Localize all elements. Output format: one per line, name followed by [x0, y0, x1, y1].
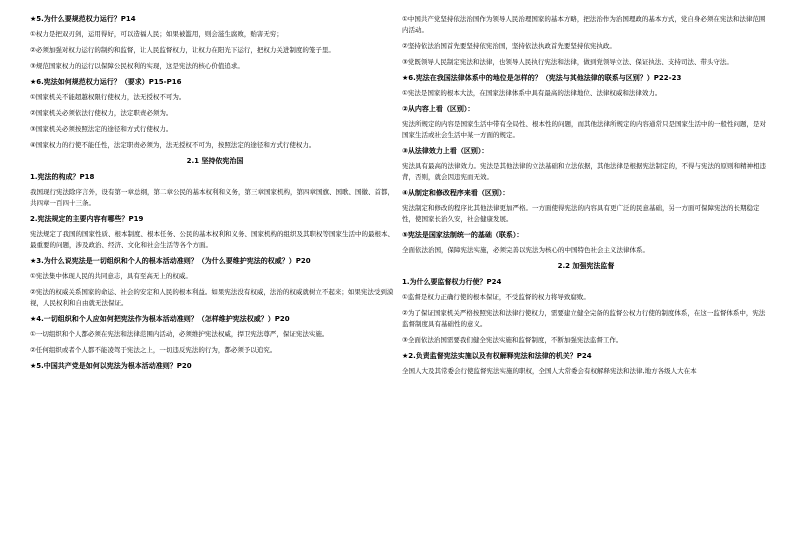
- answer-paragraph: ①国家机关不能超越权限行使权力，法无授权不可为。: [30, 93, 186, 101]
- answer-paragraph: 全国人大及其常委会行使监督宪法实施的职权，全国人大常委会有权解释宪法和法律,地方各级人大在本: [402, 367, 697, 375]
- answer-paragraph: 宪法规定了我国的国家性质、根本制度、根本任务、公民的基本权利和义务、国家机构的组织及其职权等国家生活中的最根本、最重要的问题，涉及政治、经济、文化和社会生活等各个方面。: [30, 230, 394, 249]
- answer-paragraph: ①权力是把双刃剑，运用得好，可以造福人民；如果被滥用，则会滋生腐败，贻害无穷；: [30, 30, 283, 38]
- answer-paragraph: ②为了保证国家机关严格按照宪法和法律行使权力，需要建立健全完备的监督公权力行使的制度体系，在这一监督体系中，宪法监督制度具有基础性的意义。: [402, 309, 766, 328]
- answer-paragraph: ①中国共产党坚持依法治国作为领导人民治理国家的基本方略，把法治作为治国理政的基本方式，党自身必须在宪法和法律范围内活动。: [402, 15, 766, 34]
- answer-paragraph: ①宪法集中体现人民的共同意志，具有至高无上的权威。: [30, 272, 192, 280]
- question-heading: ③从法律效力上看（区别）：: [402, 147, 489, 155]
- answer-paragraph: ②宪法的权威关系国家的命运、社会的安定和人民的根本利益。如果宪法没有权威，法治的权威就树立不起来；如果宪法受到漠视，人民权利和自由就无法保证。: [30, 288, 394, 307]
- right-column: [402, 14, 770, 382]
- question-heading: ★6.宪法如何规范权力运行？（要求）P15-P16: [30, 78, 182, 86]
- question-heading: ⑤宪法是国家法制统一的基础（联系）：: [402, 231, 524, 239]
- section-title: 2.2 加强宪法监督: [557, 262, 615, 270]
- answer-paragraph: ②必须加强对权力运行的制约和监督，让人民监督权力，让权力在阳光下运行，把权力关进制度的笼子里。: [30, 46, 335, 54]
- answer-paragraph: 宪法所规定的内容是国家生活中带有全局性、根本性的问题，而其他法律所规定的内容通常只是国家生活中的一般性问题，是对国家生活或社会生活中某一方面的规定。: [402, 120, 766, 139]
- answer-paragraph: ①宪法是国家的根本大法，在国家法律体系中具有最高的法律地位、法律权威和法律效力。: [402, 89, 662, 97]
- answer-paragraph: ①监督是权力正确行使的根本保证，不受监督的权力将导致腐败。: [402, 293, 590, 301]
- section-title: 2.1 坚持依宪治国: [186, 157, 244, 165]
- question-heading: ★4.一切组织和个人应如何把宪法作为根本活动准则？（怎样维护宪法权威？）P20: [30, 315, 290, 323]
- answer-paragraph: 我国现行宪法除序言外，设有第一章总纲，第二章公民的基本权利和义务，第三章国家机构，第四章国旗、国歌、国徽、首都，共四章一百四十三条。: [30, 188, 394, 207]
- left-column: [30, 14, 400, 376]
- question-heading: ★3.为什么说宪法是一切组织和个人的根本活动准则？（为什么要维护宪法的权威？）P20: [30, 257, 311, 265]
- question-heading: ★6.宪法在我国法律体系中的地位是怎样的？（宪法与其他法律的联系与区别？）P22-23: [402, 74, 682, 82]
- answer-paragraph: 全面依法治国，保障宪法实施，必须完善以宪法为核心的中国特色社会主义法律体系。: [402, 246, 649, 254]
- question-heading: ②从内容上看（区别）：: [402, 105, 475, 113]
- answer-paragraph: 宪法制定和修改的程序比其他法律更加严格。一方面使得宪法的内容具有更广泛的民意基础，另一方面可保障宪法的长期稳定性，使国家长治久安，社会健康发展。: [402, 204, 760, 223]
- question-heading: 1.为什么要监督权力行使？P24: [402, 278, 502, 286]
- question-heading: ★5.为什么要规范权力运行？P14: [30, 15, 136, 23]
- answer-paragraph: 宪法具有最高的法律效力。宪法是其他法律的立法基础和立法依据，其他法律是根据宪法制定的，不得与宪法的原则和精神相违背，否则，就会因违宪而无效。: [402, 162, 766, 181]
- answer-paragraph: ③党既领导人民制定宪法和法律，也领导人民执行宪法和法律，做到党领导立法、保证执法、支持司法、带头守法。: [402, 58, 733, 66]
- question-heading: ★2.负责监督宪法实施以及有权解释宪法和法律的机关？P24: [402, 352, 592, 360]
- answer-paragraph: ③全面依法治国需要我们健全宪法实施和监督制度，不断加强宪法监督工作。: [402, 336, 623, 344]
- answer-paragraph: ②任何组织或者个人都不能凌驾于宪法之上，一切违反宪法的行为，都必须予以追究。: [30, 346, 277, 354]
- question-heading: ④从制定和修改程序来看（区别）：: [402, 189, 510, 197]
- answer-paragraph: ②国家机关必须依法行使权力，法定职责必须为。: [30, 109, 173, 117]
- question-heading: 2.宪法规定的主要内容有哪些？P19: [30, 215, 144, 223]
- question-heading: ★5.中国共产党是如何以宪法为根本活动准则？P20: [30, 362, 192, 370]
- answer-paragraph: ③规范国家权力的运行以保障公民权利的实现，这是宪法的核心价值追求。: [30, 62, 244, 70]
- answer-paragraph: ③国家机关必须按照法定的途径和方式行使权力。: [30, 125, 173, 133]
- answer-paragraph: ①一切组织和个人都必须在宪法和法律范围内活动，必须维护宪法权威，捍卫宪法尊严，保证宪法实施。: [30, 330, 329, 338]
- answer-paragraph: ②坚持依法治国首先要坚持依宪治国，坚持依法执政首先要坚持依宪执政。: [402, 42, 616, 50]
- question-heading: 1.宪法的构成？P18: [30, 173, 95, 181]
- answer-paragraph: ④国家权力的行使不能任性，法定职责必须为，法无授权不可为，按照法定的途径和方式行使权力。: [30, 141, 316, 149]
